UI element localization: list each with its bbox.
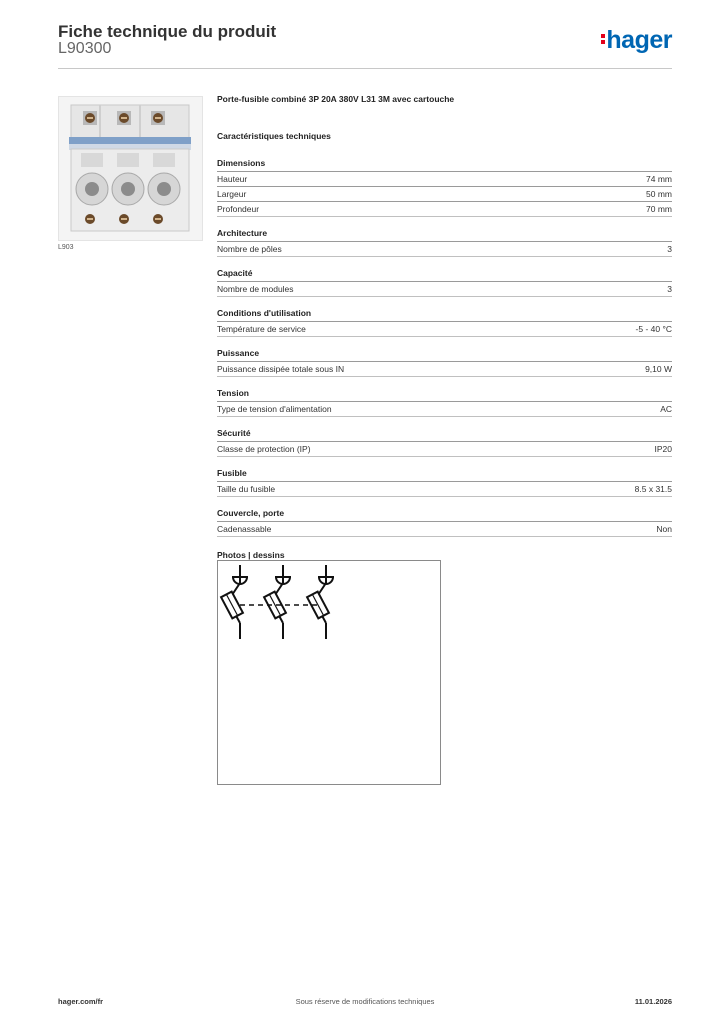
footer-disclaimer: Sous réserve de modifications techniques (295, 997, 435, 1006)
spec-label: Nombre de modules (217, 284, 294, 294)
footer-website[interactable]: hager.com/fr (58, 997, 104, 1006)
spec-row (217, 361, 672, 377)
photos-title: Photos | dessins (217, 550, 285, 560)
spec-group (217, 348, 672, 377)
spec-label: Type de tension d'alimentation (217, 404, 332, 414)
spec-group-title: Sécurité (217, 428, 251, 438)
spec-label: Classe de protection (IP) (217, 444, 311, 454)
header-divider (58, 68, 672, 69)
spec-row (217, 281, 672, 297)
spec-value: 8.5 x 31.5 (634, 484, 672, 494)
spec-value: AC (660, 404, 672, 414)
spec-group (217, 428, 672, 457)
spec-group (217, 388, 672, 417)
spec-row (217, 441, 672, 457)
spec-value: 74 mm (646, 174, 672, 184)
spec-row (217, 481, 672, 497)
spec-value: -5 - 40 °C (635, 324, 672, 334)
spec-group (217, 508, 672, 537)
spec-row (217, 321, 672, 337)
spec-label: Cadenassable (217, 524, 272, 534)
spec-group-title: Fusible (217, 468, 247, 478)
footer-date: 11.01.2026 (634, 997, 672, 1006)
spec-value: 3 (667, 284, 672, 294)
spec-row (217, 401, 672, 417)
spec-value: 3 (667, 244, 672, 254)
spec-label: Taille du fusible (217, 484, 276, 494)
spec-row (217, 186, 672, 201)
product-code: L90300 (58, 40, 112, 57)
spec-value: 9,10 W (645, 364, 672, 374)
spec-row (217, 521, 672, 537)
spec-group (217, 158, 672, 217)
spec-group-title: Dimensions (217, 158, 266, 168)
hager-logo (601, 26, 672, 55)
spec-value: IP20 (654, 444, 672, 454)
spec-label: Profondeur (217, 204, 260, 214)
wiring-diagram (217, 560, 441, 785)
spec-group-title: Puissance (217, 348, 260, 358)
page-title: Fiche technique du produit (58, 22, 277, 41)
spec-group (217, 308, 672, 337)
logo-text: hager (606, 26, 672, 54)
section-title: Caractéristiques techniques (217, 131, 331, 141)
spec-groups (217, 158, 672, 537)
spec-row (217, 171, 672, 186)
spec-content (217, 94, 672, 560)
spec-group (217, 468, 672, 497)
spec-label: Largeur (217, 189, 247, 199)
photo-caption: L903 (58, 244, 74, 251)
spec-group-title: Tension (217, 388, 249, 398)
spec-row (217, 241, 672, 257)
logo-dots-icon (601, 32, 605, 46)
spec-group-title: Architecture (217, 228, 268, 238)
spec-label: Hauteur (217, 174, 248, 184)
spec-group (217, 228, 672, 257)
fuse-holder-photo-icon (59, 97, 202, 240)
spec-group-title: Couvercle, porte (217, 508, 285, 518)
product-photo (58, 96, 203, 241)
spec-value: 50 mm (646, 189, 672, 199)
fuse-schematic-icon (218, 561, 440, 784)
spec-label: Température de service (217, 324, 306, 334)
page-header (58, 20, 672, 70)
spec-group-title: Conditions d'utilisation (217, 308, 312, 318)
spec-row (217, 201, 672, 217)
spec-value: Non (656, 524, 672, 534)
spec-label: Nombre de pôles (217, 244, 282, 254)
product-name: Porte-fusible combiné 3P 20A 380V L31 3M avec cartouche (217, 94, 455, 104)
spec-label: Puissance dissipée totale sous IN (217, 364, 345, 374)
spec-group (217, 268, 672, 297)
spec-group-title: Capacité (217, 268, 253, 278)
spec-value: 70 mm (646, 204, 672, 214)
